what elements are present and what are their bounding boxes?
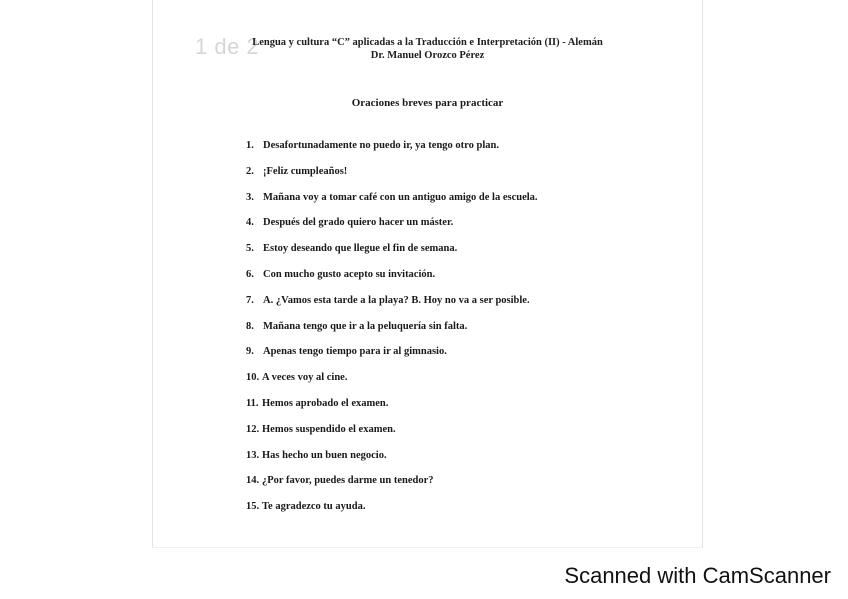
- list-item-number: 14.: [246, 475, 260, 487]
- list-item-text: Con mucho gusto acepto su invitación.: [263, 268, 436, 280]
- list-item-text: Hemos aprobado el examen.: [262, 397, 389, 409]
- list-item-text: ¿Por favor, puedes darme un tenedor?: [262, 475, 434, 487]
- list-item-text: Después del grado quiero hacer un máster.: [263, 217, 454, 229]
- list-item-text: ¡Feliz cumpleaños!: [263, 165, 348, 177]
- list-item: [246, 424, 538, 450]
- list-item: [246, 321, 538, 347]
- list-item: [246, 295, 538, 321]
- list-item: [246, 398, 538, 424]
- list-item-text: Te agradezco tu ayuda.: [262, 501, 366, 513]
- scanner-watermark: Scanned with CamScanner: [564, 563, 831, 588]
- list-item-number: 7.: [246, 294, 254, 306]
- list-item-number: 15.: [246, 501, 260, 513]
- list-item-text: Mañana tengo que ir a la peluquería sin falta.: [263, 320, 468, 332]
- document-header-author: Dr. Manuel Orozco Pérez: [370, 50, 485, 61]
- list-item-text: Mañana voy a tomar café con un antiguo amigo de la escuela.: [263, 191, 538, 203]
- list-item-number: 3.: [246, 191, 254, 203]
- list-item-number: 11.: [246, 397, 259, 409]
- list-item-text: Hemos suspendido el examen.: [262, 423, 396, 435]
- list-item-number: 5.: [246, 243, 254, 255]
- list-item-text: A veces voy al cine.: [262, 372, 348, 384]
- page-indicator: 1 de 2: [195, 34, 260, 59]
- list-item: [246, 501, 538, 527]
- list-item-text: Desafortunadamente no puedo ir, ya tengo otro plan.: [263, 140, 499, 151]
- list-item-number: 12.: [246, 423, 260, 435]
- section-title: Oraciones breves para practicar: [351, 97, 504, 109]
- list-item: [246, 166, 538, 192]
- list-item-number: 10.: [246, 372, 260, 384]
- list-item-text: Estoy deseando que llegue el fin de semana.: [263, 243, 458, 255]
- list-item: [246, 140, 538, 166]
- list-item-number: 1.: [246, 140, 254, 151]
- list-item-number: 13.: [246, 449, 260, 461]
- list-item-number: 9.: [246, 346, 254, 358]
- list-item-number: 8.: [246, 320, 254, 332]
- list-item-number: 4.: [246, 217, 254, 229]
- list-item: [246, 372, 538, 398]
- list-item: [246, 450, 538, 476]
- list-item-number: 6.: [246, 268, 254, 280]
- list-item: [246, 269, 538, 295]
- list-item: [246, 475, 538, 501]
- list-item: [246, 346, 538, 372]
- list-item-text: Has hecho un buen negocio.: [262, 449, 387, 461]
- list-item-text: Apenas tengo tiempo para ir al gimnasio.: [263, 346, 447, 358]
- list-item-number: 2.: [246, 165, 254, 177]
- list-item: [246, 217, 538, 243]
- sentence-list: [246, 140, 538, 527]
- list-item: [246, 192, 538, 218]
- document-header-title: Lengua y cultura “C” aplicadas a la Traducción e Interpretación (II) - Alemán: [252, 37, 603, 48]
- list-item: [246, 243, 538, 269]
- list-item-text: A. ¿Vamos esta tarde a la playa? B. Hoy no va a ser posible.: [263, 294, 530, 306]
